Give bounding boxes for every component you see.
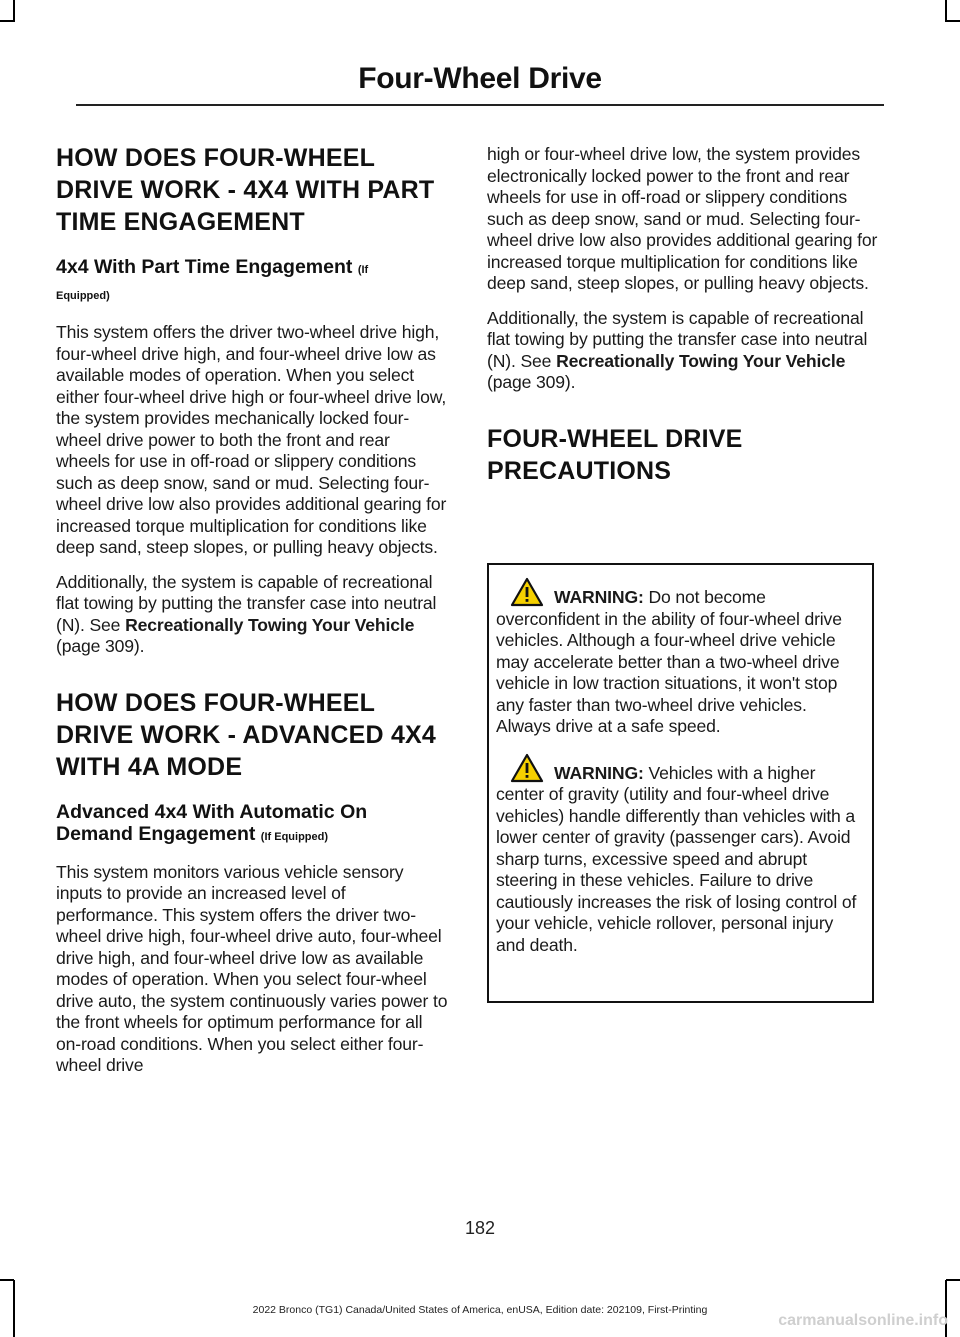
subsection-title-text: 4x4 With Part Time Engagement [56,256,353,278]
paragraph [487,308,879,394]
warning-item [496,753,865,957]
subsection-title-text: Advanced 4x4 With Automatic On Demand Engagement [56,800,368,845]
page-reference: (page 309). [487,372,576,392]
crop-mark [946,1279,960,1281]
title-line: WITH 4A MODE [56,752,243,781]
if-equipped-note: (If [357,264,369,276]
title-line: FOUR-WHEEL DRIVE [487,424,743,453]
title-line: TIME ENGAGEMENT [56,208,305,236]
warning-label: WARNING: [554,762,644,783]
page-number: 182 [464,1218,496,1238]
running-title: Four-Wheel Drive [358,62,602,95]
warning-text: Do not become overconfident in the ability of four-wheel drive vehicles. Although a four-wheel drive vehicle may accelerate better than a two-wheel drive vehicle in low traction situations, it won't stop any faster than two-wheel drive vehicles. Always drive at a safe speed. [496,587,842,736]
crop-mark [0,20,14,22]
title-line: PRECAUTIONS [487,456,672,485]
title-line: HOW DOES FOUR-WHEEL [56,688,376,717]
left-column [56,142,448,1090]
page-reference: (page 309). [56,636,145,656]
section-title-part-time [56,142,448,238]
section-title-advanced [56,687,448,783]
warning-item [496,577,865,738]
warning-text: Vehicles with a higher center of gravity (utility and four-wheel drive vehicles) handle differently than vehicles with a lower center of gravity (passenger cars). Avoid sharp turns, excessive speed and abrupt steering in these vehicles. Failure to drive cautiously increases the risk of losing control of your vehicle, vehicle rollover, personal injury and death. [496,762,857,955]
title-line: HOW DOES FOUR-WHEEL [56,144,376,172]
warning-label: WARNING: [554,587,644,607]
crop-mark [946,20,960,22]
right-column [487,144,879,499]
paragraph [56,572,448,658]
subsection-title-part-time [56,256,448,308]
subsection-title-advanced [56,801,448,848]
paragraph-text: Additionally, the system is capable of recreational flat towing by putting the transfer case into neutral (N). See [487,307,868,371]
cross-reference-link[interactable]: Recreationally Towing Your Vehicle [556,350,846,371]
title-line: DRIVE WORK - ADVANCED 4X4 [56,720,437,749]
header-rule [76,104,884,106]
warning-triangle-icon [510,753,544,783]
section-title-precautions [487,423,879,487]
crop-mark [0,1279,14,1281]
crop-mark [945,0,947,22]
cross-reference-link[interactable]: Recreationally Towing Your Vehicle [125,614,415,635]
watermark: carmanualsonline.info [778,1312,948,1329]
paragraph: This system monitors various vehicle sensory inputs to provide an increased level of performance. This system offers the driver two-wheel drive high, four-wheel drive auto, four-wheel drive high, and four-wheel drive low as available modes of operation. When you select four-wheel drive auto, the system continuously varies power to the front wheels for optimum performance for all on-road conditions. When you select either four-wheel drive [56,861,448,1075]
if-equipped-note: (If Equipped) [260,830,329,843]
paragraph-text: Additionally, the system is capable of recreational flat towing by putting the transfer case into neutral (N). See [56,571,437,635]
warning-triangle-icon [510,577,544,607]
paragraph: high or four-wheel drive low, the system provides electronically locked power to the front and rear wheels for use in off-road or slippery conditions such as deep snow, sand or mud. Selecting four-wheel drive low also provides additional gearing for increased torque multiplication for conditions like deep sand, steep slopes, or pulling heavy objects. [487,144,878,293]
if-equipped-note: Equipped) [56,290,110,302]
title-line: DRIVE WORK - 4X4 WITH PART [56,176,435,204]
crop-mark [13,0,15,22]
edition-footer: 2022 Bronco (TG1) Canada/United States of America, enUSA, Edition date: 202109, First-Printing [252,1304,708,1316]
paragraph: This system offers the driver two-wheel drive high, four-wheel drive high, and four-wheel drive low as available modes of operation. When you select either four-wheel drive high or four-wheel drive low, the system provides mechanically locked four-wheel drive power to both the front and rear wheels for use in off-road or slippery conditions such as deep snow, sand or mud. Selecting four-wheel drive low also provides additional gearing for increased torque multiplication for conditions like deep sand, steep slopes, or pulling heavy objects. [56,322,447,557]
warning-box [487,563,874,1003]
